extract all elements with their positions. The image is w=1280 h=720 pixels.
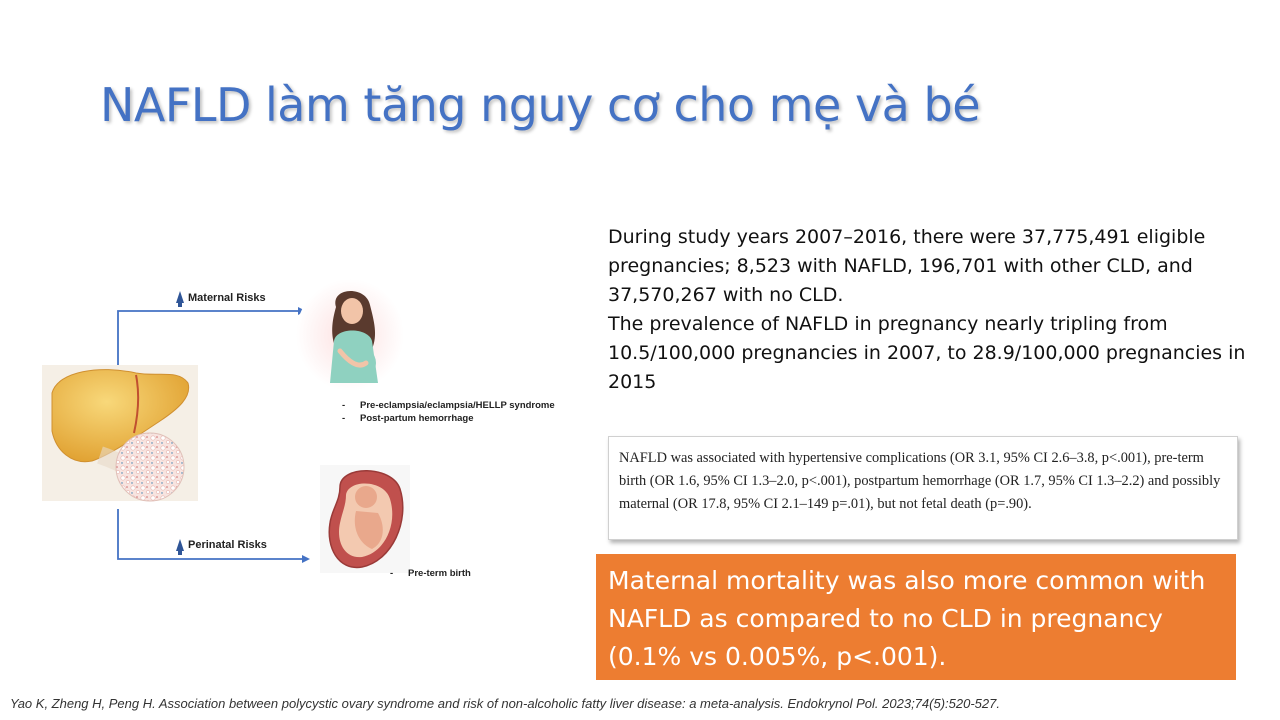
summary-paragraph: During study years 2007–2016, there were 37,775,491 eligible pregnancies; 8,523 with NAFLD, 196,701 with other CLD, and 37,570,267 with no CLD. [608,226,1206,306]
maternal-risk-item: - Post-partum hemorrhage [342,412,555,425]
maternal-risks-label: Maternal Risks [188,292,266,304]
citation: Yao K, Zheng H, Peng H. Association between polycystic ovary syndrome and risk of non-alcoholic fatty liver disease: a meta-analysis. Endokrynol Pol. 2023;74(5):520-527. [10,696,1000,711]
liver-illustration [42,365,198,501]
perinatal-risks-list [390,567,471,580]
mortality-callout: Maternal mortality was also more common with NAFLD as compared to no CLD in pregnancy (0.1% vs 0.005%, p<.001). [596,554,1236,680]
study-summary [608,223,1248,397]
slide-title: NAFLD làm tăng nguy cơ cho mẹ và bé [100,78,980,132]
pregnant-woman-illustration [296,279,404,391]
maternal-risks-list [342,399,555,425]
risk-diagram [40,265,580,595]
fetus-illustration [320,465,410,573]
perinatal-arrow [118,509,310,563]
risk-figure [40,265,580,595]
summary-paragraph: The prevalence of NAFLD in pregnancy nearly tripling from 10.5/100,000 pregnancies in 2007, to 28.9/100,000 pregnancies in 2015 [608,313,1246,393]
study-quote-box: NAFLD was associated with hypertensive complications (OR 3.1, 95% CI 2.6–3.8, p<.001), pre-term birth (OR 1.6, 95% CI 1.3–2.0, p<.001), postpartum hemorrhage (OR 1.7, 95% CI 1.3–2.2) and possibly maternal (OR 17.8, 95% CI 2.1–149 p=.01), but not fetal death (p=.90). [608,436,1238,540]
perinatal-risks-label: Perinatal Risks [188,539,267,551]
perinatal-risk-item: - Pre-term birth [390,567,471,580]
maternal-risk-item: - Pre-eclampsia/eclampsia/HELLP syndrome [342,399,555,412]
